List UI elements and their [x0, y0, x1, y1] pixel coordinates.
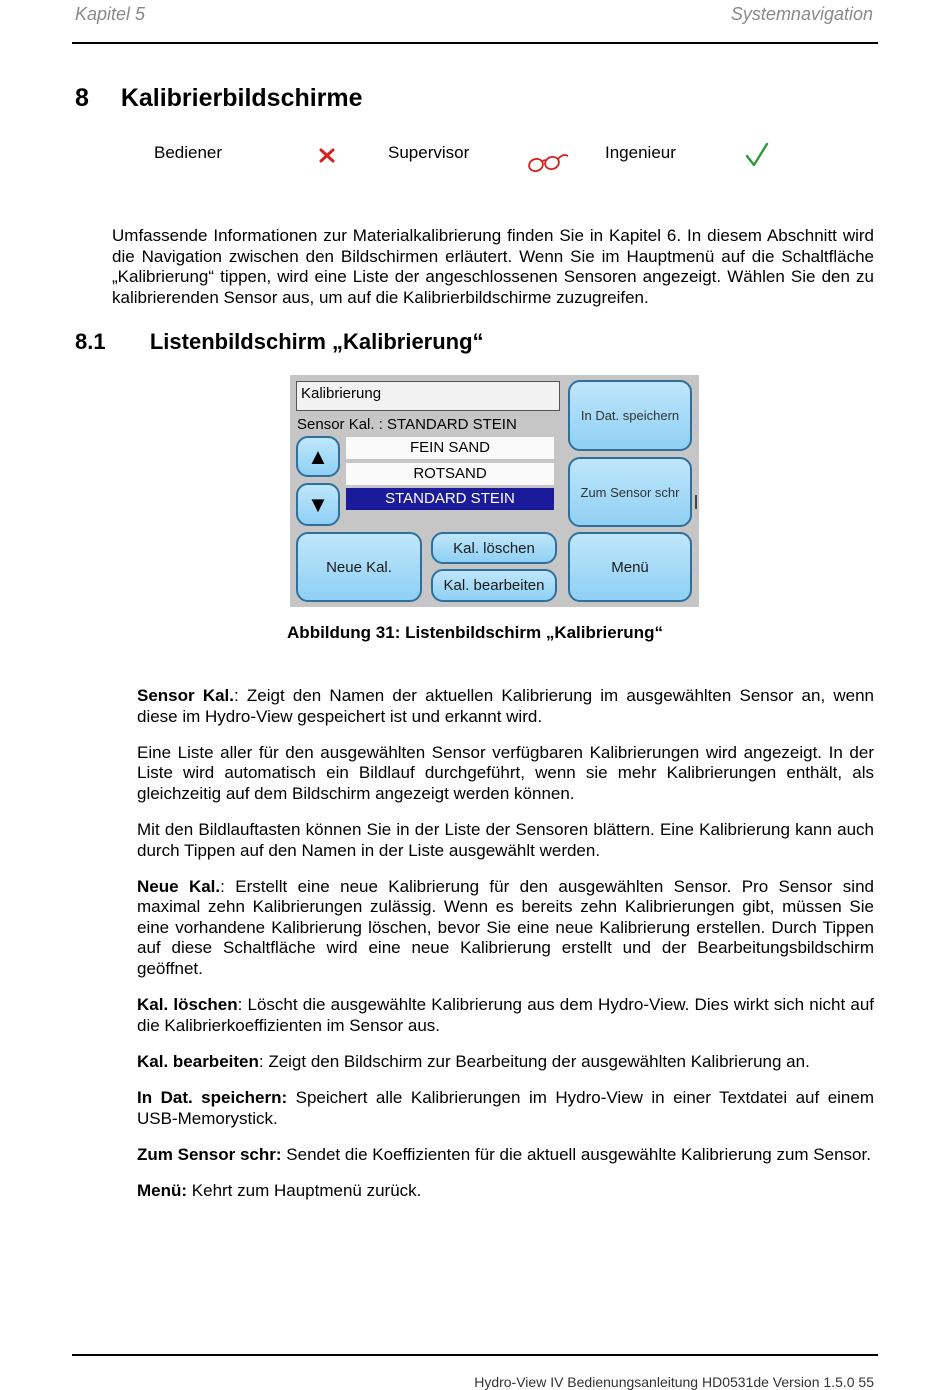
screen-edge-mark [695, 495, 697, 509]
scroll-up-button[interactable] [296, 436, 340, 477]
glasses-icon [526, 150, 570, 181]
scroll-down-button[interactable] [296, 483, 340, 526]
desc-text: Sendet die Koeffizienten für die aktuell ausgewählte Kalibrierung zum Sensor. [281, 1144, 871, 1164]
header-rule [72, 42, 878, 44]
desc-scroll-info [137, 820, 874, 861]
desc-save-file [137, 1088, 874, 1129]
desc-menu [137, 1181, 874, 1202]
desc-term: In Dat. speichern: [137, 1087, 288, 1107]
desc-text: Eine Liste aller für den ausgewählten Sensor verfügbaren Kalibrierungen wird angezeigt. In der Liste wird automatisch ein Bildlauf durchgeführt, wenn sie mehr Kalibrierungen enthält, als gleichzeitig auf dem Bildschirm angezeigt werden können. [137, 742, 874, 803]
calibration-list-item[interactable]: FEIN SAND [346, 437, 554, 459]
save-to-file-button[interactable]: In Dat. speichern [568, 380, 692, 451]
desc-text: Kehrt zum Hauptmenü zurück. [187, 1180, 422, 1200]
sensor-cal-label: Sensor Kal. : STANDARD STEIN [297, 416, 517, 433]
cross-icon [318, 146, 336, 169]
desc-text: : Zeigt den Namen der aktuellen Kalibrierung im ausgewählten Sensor an, wenn diese im Hydro-View gespeichert ist und erkannt wird. [137, 686, 874, 726]
calibration-list-item[interactable]: ROTSAND [346, 463, 554, 485]
intro-paragraph: Umfassende Informationen zur Materialkalibrierung finden Sie in Kapitel 6. In diesem Abschnitt wird die Navigation zwischen den Bildschirmen erläutert. Wenn Sie im Hauptmenü auf die Schaltfläche „Kalibrierung“ tippen, wird eine Liste der angeschlossenen Sensoren angezeigt. Wählen Sie den zu kalibrierenden Sensor aus, um auf die Kalibrierbildschirme zuzugreifen. [112, 226, 874, 307]
subsection-heading [75, 329, 484, 355]
role-label-operator: Bediener [154, 143, 223, 162]
desc-text: Mit den Bildlauftasten können Sie in der Liste der Sensoren blättern. Eine Kalibrierung kann auch durch Tippen auf den Namen in der Liste ausgewählt werden. [137, 819, 874, 860]
desc-term: Neue Kal. [137, 876, 221, 896]
subsection-title: Listenbildschirm „Kalibrierung“ [149, 329, 484, 354]
footer-rule [72, 1354, 878, 1356]
edit-calibration-button[interactable]: Kal. bearbeiten [431, 569, 557, 602]
calibration-list-item-selected[interactable]: STANDARD STEIN [346, 488, 554, 510]
header-section: Systemnavigation [730, 4, 873, 24]
new-calibration-button[interactable]: Neue Kal. [296, 532, 422, 602]
desc-list-info [137, 743, 874, 805]
desc-text: : Erstellt eine neue Kalibrierung für den ausgewählten Sensor. Pro Sensor sind maximal zehn Kalibrierungen zulässig. Wenn es bereits zehn Kalibrierungen gibt, müssen Sie eine vorhandene Kalibrierung löschen, bevor Sie eine neue Kalibrierung erstellen. Durch Tippen auf diese Schaltfläche wird eine neue Kalibrierung erstellt und der Bearbeitungsbildschirm geöffnet. [137, 876, 874, 979]
delete-calibration-button[interactable]: Kal. löschen [431, 532, 557, 564]
desc-text: : Zeigt den Bildschirm zur Bearbeitung der ausgewählten Kalibrierung an. [258, 1051, 810, 1071]
calibration-list-screenshot [290, 375, 699, 607]
section-heading [75, 84, 363, 113]
desc-term: Kal. bearbeiten [137, 1051, 259, 1071]
desc-term: Zum Sensor schr: [137, 1144, 282, 1164]
section-title: Kalibrierbildschirme [120, 84, 363, 112]
desc-text: Speichert alle Kalibrierungen im Hydro-View in einer Textdatei auf einem USB-Memorystick. [137, 1087, 874, 1128]
role-label-supervisor: Supervisor [388, 143, 470, 162]
arrow-up-icon: ▲ [307, 443, 329, 469]
desc-edit-cal [137, 1052, 874, 1073]
header-chapter: Kapitel 5 [75, 4, 146, 24]
role-label-engineer: Ingenieur [605, 143, 676, 162]
desc-write-sensor [137, 1145, 874, 1166]
desc-term: Kal. löschen [137, 995, 238, 1015]
desc-text: : Löscht die ausgewählte Kalibrierung aus dem Hydro-View. Dies wirkt sich nicht auf die Kalibrierkoeffizienten im Sensor aus. [137, 995, 875, 1035]
arrow-down-icon: ▼ [307, 491, 329, 517]
figure-caption: Abbildung 31: Listenbildschirm „Kalibrierung“ [287, 623, 663, 642]
description-list [137, 686, 874, 1217]
write-to-sensor-button[interactable]: Zum Sensor schr [568, 457, 692, 527]
desc-delete-cal [137, 995, 874, 1036]
desc-term: Sensor Kal. [137, 686, 234, 705]
desc-new-cal [137, 877, 874, 980]
subsection-number: 8.1 [75, 329, 106, 354]
screen-title-box: Kalibrierung [296, 381, 560, 411]
footer-text: Hydro-View IV Bedienungsanleitung HD0531de Version 1.5.0 55 [474, 1374, 874, 1390]
desc-sensor-kal [137, 686, 874, 727]
section-number: 8 [75, 84, 89, 112]
desc-term: Menü: [137, 1180, 188, 1200]
checkmark-icon [745, 142, 769, 173]
menu-button[interactable]: Menü [568, 532, 692, 602]
